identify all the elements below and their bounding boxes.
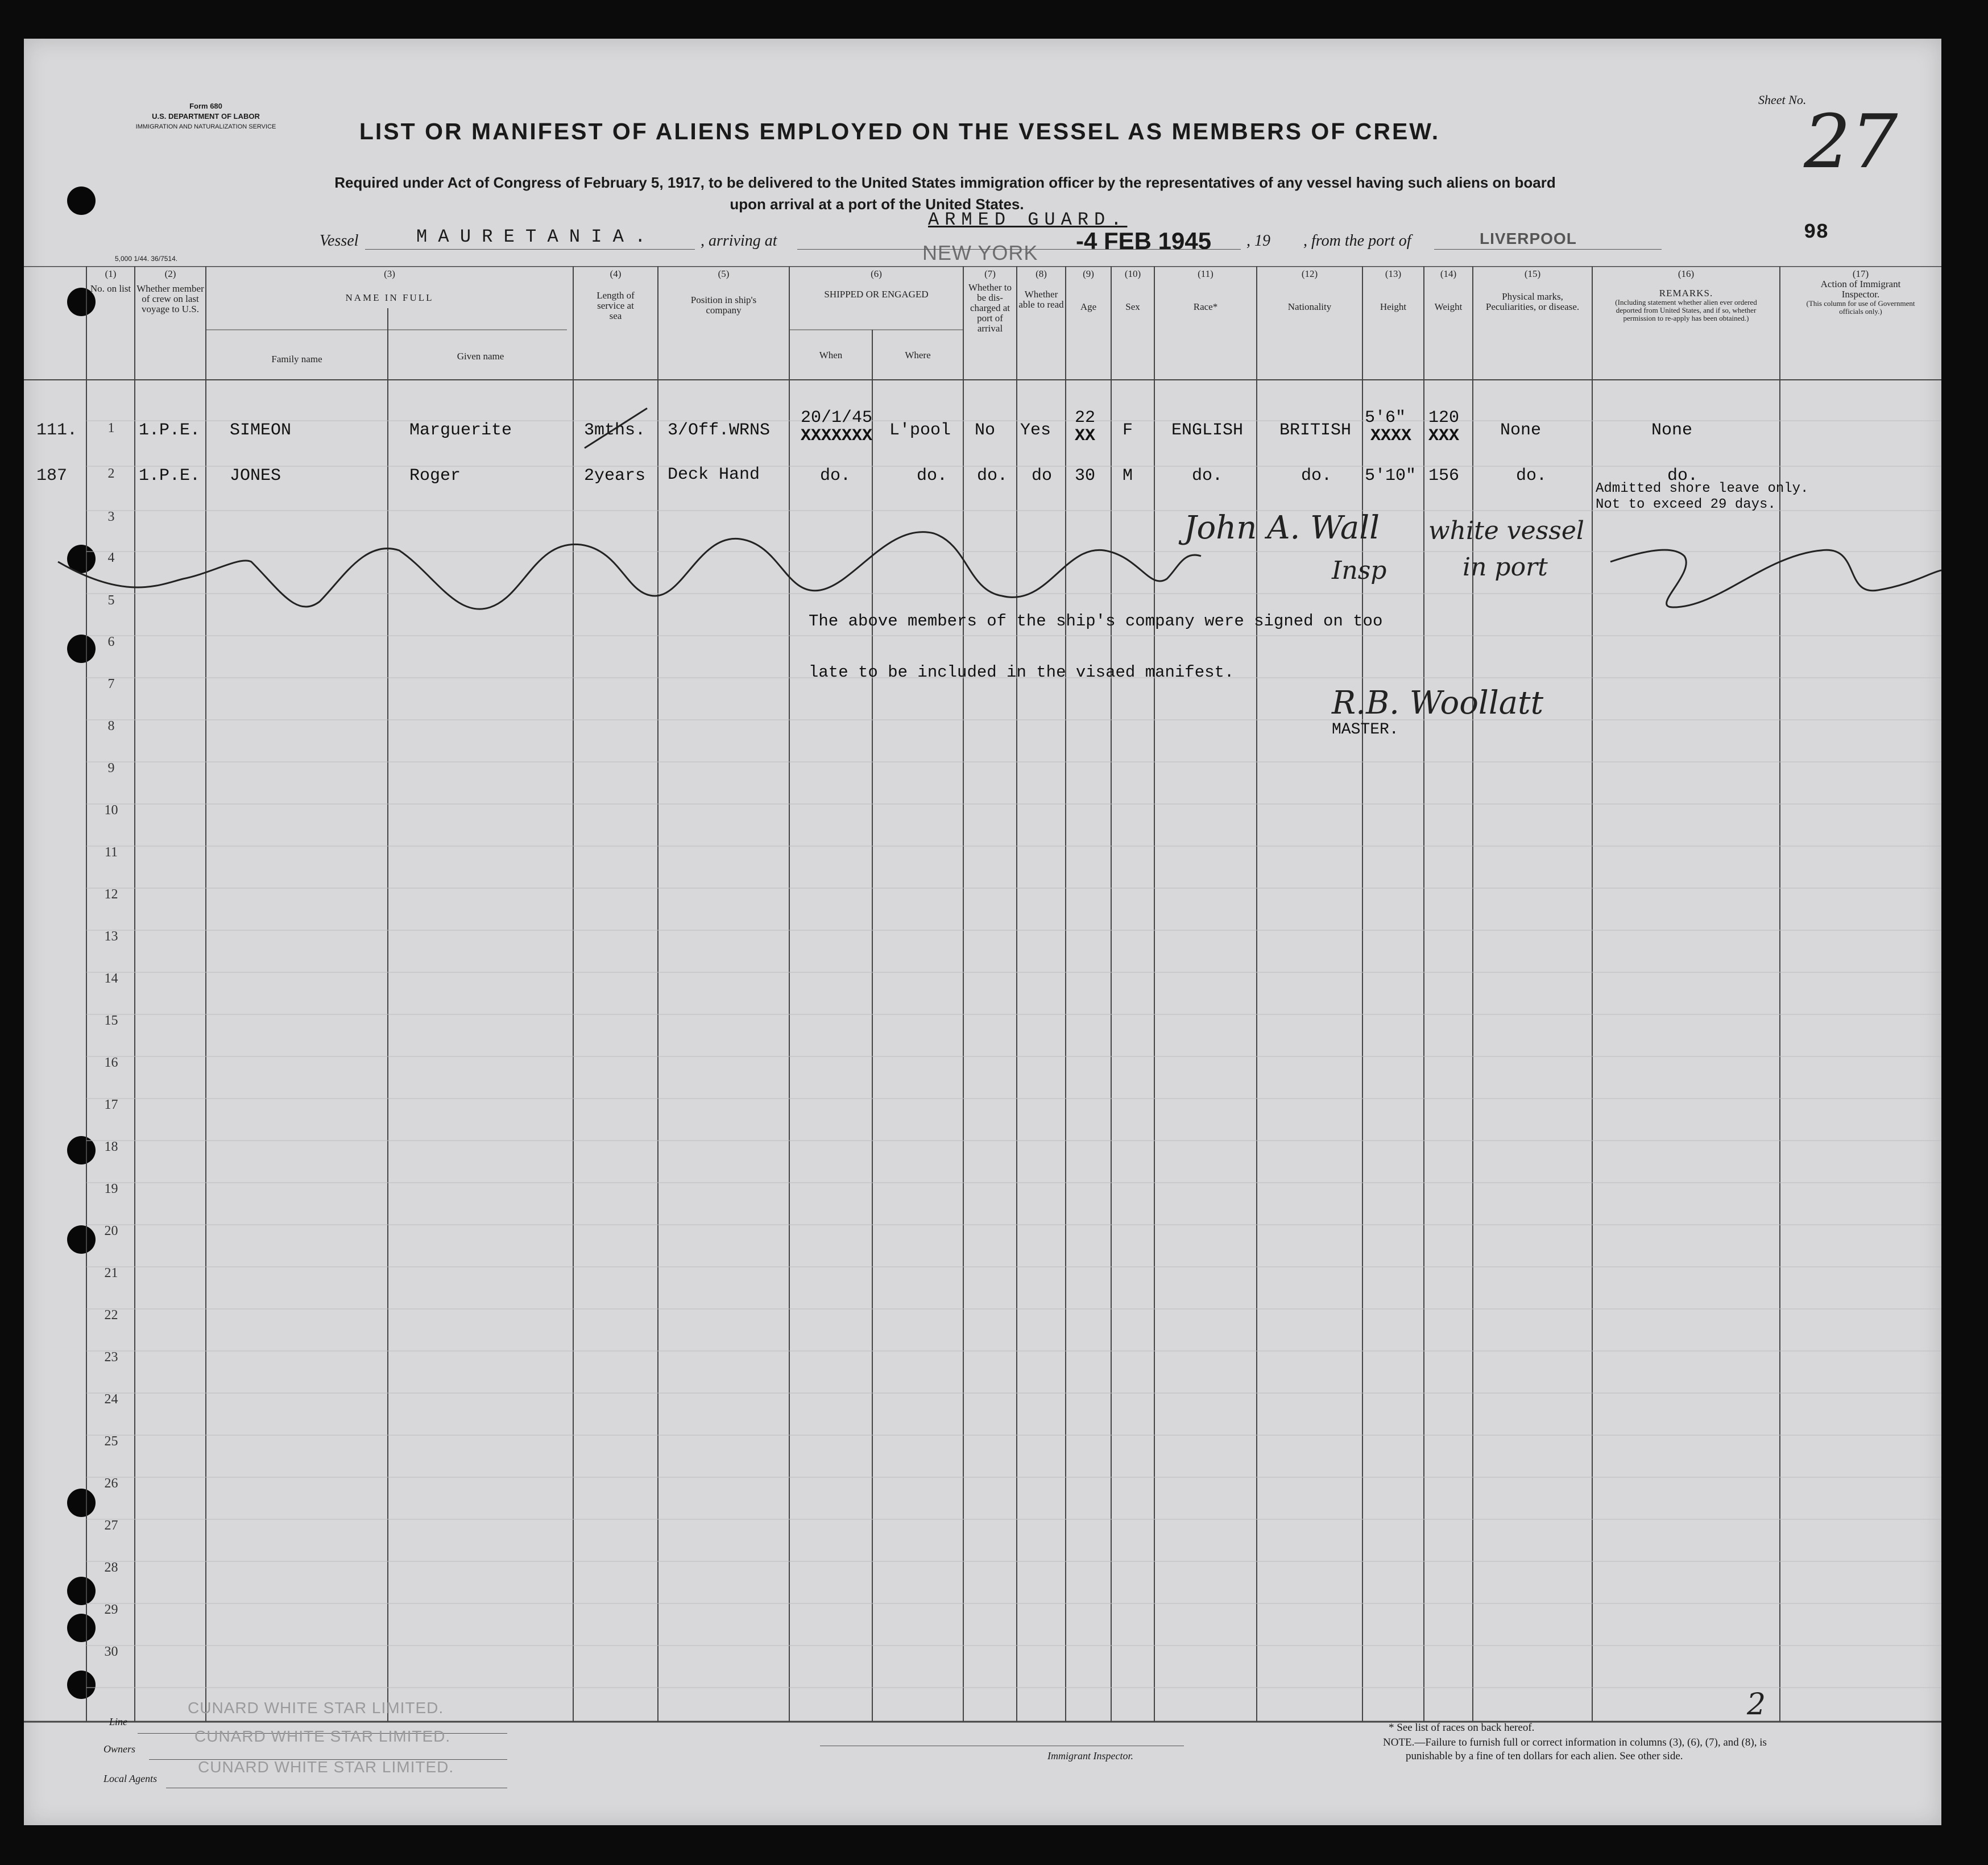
immigrant-inspector-label: Immigrant Inspector. — [1047, 1750, 1133, 1762]
col-5-number: (5) — [718, 268, 730, 279]
col-4-label: Length of service at sea — [597, 290, 635, 321]
row-2-marks: do. — [1516, 466, 1547, 486]
col-13-header — [1362, 269, 1424, 312]
row-1-sex: F — [1123, 421, 1133, 440]
col-9-label: Age — [1080, 301, 1097, 312]
from-port: LIVERPOOL — [1480, 230, 1577, 247]
row-1-race: ENGLISH — [1171, 421, 1244, 440]
row-1-weight: 120 — [1428, 408, 1460, 428]
row-1-given-name: Marguerite — [409, 421, 512, 440]
row-number: 28 — [104, 1560, 118, 1575]
row-1-read: Yes — [1020, 421, 1051, 440]
row-number: 21 — [104, 1266, 118, 1280]
col-2-header — [136, 269, 205, 314]
punch-hole — [67, 186, 96, 215]
col-9-number: (9) — [1083, 268, 1094, 279]
col-10-label: Sex — [1125, 301, 1140, 312]
row-number: 24 — [104, 1392, 118, 1407]
col-8-number: (8) — [1036, 268, 1047, 279]
row-1-when-struck: XXXXXXX — [801, 426, 873, 446]
col-3-header — [206, 269, 573, 303]
row-2-discharged: do. — [977, 466, 1008, 486]
row-number: 11 — [104, 845, 118, 860]
form-number: Form 680 — [189, 102, 222, 110]
page-mark: 2 — [1747, 1688, 1766, 1722]
line-stamp: CUNARD WHITE STAR LIMITED. — [188, 1699, 444, 1717]
col-10-number: (10) — [1124, 268, 1141, 279]
col-16-number: (16) — [1678, 268, 1695, 279]
col-17-header — [1780, 269, 1941, 316]
col-15-label: Physical marks, Peculiarities, or disease. — [1485, 291, 1580, 312]
row-1-where: L'pool — [889, 421, 951, 440]
col-14-number: (14) — [1440, 268, 1457, 279]
vessel-note-line-2: in port — [1463, 553, 1548, 582]
page-title: LIST OR MANIFEST OF ALIENS EMPLOYED ON THE VESSEL AS MEMBERS OF CREW. — [359, 118, 1440, 144]
manifest-sheet — [24, 39, 1941, 1825]
col-12-number: (12) — [1301, 268, 1318, 279]
row-number: 2 — [107, 466, 115, 481]
vessel-underline — [365, 249, 695, 250]
col-17-number: (17) — [1852, 268, 1869, 279]
col-6b-subheader: Where — [905, 350, 931, 360]
col-5-label: Position in ship's company — [690, 295, 757, 316]
owners-label: Owners — [103, 1743, 136, 1755]
row-1-remarks: None — [1651, 421, 1693, 440]
row-number: 16 — [104, 1055, 118, 1070]
signed-on-note-line-1: The above members of the ship's company were signed on too — [809, 612, 1383, 631]
col-7-number: (7) — [984, 268, 996, 279]
from-underline — [1434, 249, 1662, 250]
row-number: 30 — [104, 1644, 118, 1659]
col-7-label: Whether to be dis-charged at port of arrival — [968, 282, 1012, 334]
subtitle-line-2: upon arrival at a port of the United States. — [730, 196, 1024, 213]
row-number: 4 — [107, 550, 115, 565]
row-2-when: do. — [820, 466, 851, 486]
col-5-header — [658, 269, 789, 316]
row-number: 26 — [104, 1476, 118, 1491]
row-number: 10 — [104, 803, 118, 818]
row-number: 5 — [107, 593, 115, 608]
row-1-discharged: No — [975, 421, 996, 440]
vessel-label: Vessel — [320, 232, 359, 250]
from-port-label: , from the port of — [1303, 232, 1411, 250]
row-1-height: 5'6" — [1365, 408, 1406, 428]
row-1-age: 22 — [1075, 408, 1096, 428]
row-1-when: 20/1/45 — [801, 408, 873, 428]
col-14-label: Weight — [1434, 301, 1463, 312]
subtitle-line-1: Required under Act of Congress of February 5, 1917, to be delivered to the United States immigration officer by the representatives of any vessel having such aliens on board — [334, 174, 1556, 191]
row-2-weight: 156 — [1428, 466, 1460, 486]
row-number: 6 — [107, 635, 115, 649]
col-7-header — [963, 269, 1017, 334]
col-11-header — [1154, 269, 1257, 312]
sheet-label: Sheet No. — [1758, 93, 1807, 107]
row-2-nationality: do. — [1301, 466, 1332, 486]
col-17-note: (This column for use of Government officials only.) — [1806, 299, 1915, 316]
row-2-position: Deck Hand — [668, 465, 760, 484]
row-number: 7 — [107, 677, 115, 691]
col-13-number: (13) — [1385, 268, 1402, 279]
row-2-race: do. — [1192, 466, 1223, 486]
sheet-number: 27 — [1804, 98, 1898, 185]
port-stamp: NEW YORK — [922, 241, 1038, 264]
col-3-number: (3) — [384, 268, 395, 279]
row-number: 15 — [104, 1013, 118, 1028]
row-number: 20 — [104, 1224, 118, 1238]
year-label: , 19 — [1246, 232, 1270, 250]
row-number: 27 — [104, 1518, 118, 1533]
arriving-underline — [797, 249, 1241, 250]
col-12-header — [1257, 269, 1362, 312]
row-2-age: 30 — [1075, 466, 1096, 486]
master-signature: R.B. Woollatt — [1332, 685, 1544, 722]
row-1-family-name: SIMEON — [230, 421, 292, 440]
col-12-label: Nationality — [1287, 301, 1332, 312]
master-label: MASTER. — [1332, 721, 1399, 739]
vessel-note-line-1: white vessel — [1428, 516, 1584, 545]
col-15-number: (15) — [1524, 268, 1541, 279]
col-11-label: Race* — [1193, 301, 1218, 312]
col-16-header — [1592, 269, 1780, 322]
col-1-header — [86, 269, 135, 294]
form-department: U.S. DEPARTMENT OF LABOR — [152, 112, 260, 121]
print-code: 5,000 1/44. 36/7514. — [115, 255, 178, 263]
col-8-header — [1017, 269, 1066, 310]
col-10-header — [1111, 269, 1154, 312]
col-2-number: (2) — [164, 268, 176, 279]
row-1-position: 3/Off.WRNS — [668, 421, 771, 440]
col-3a-subheader: Family name — [271, 354, 322, 364]
row-number: 14 — [104, 971, 118, 986]
row-1-weight-struck: XXX — [1428, 426, 1460, 446]
arriving-label: , arriving at — [701, 232, 777, 250]
col-11-number: (11) — [1198, 268, 1213, 279]
form-service: IMMIGRATION AND NATURALIZATION SERVICE — [135, 123, 276, 130]
row-2-where: do. — [917, 466, 948, 486]
col-13-label: Height — [1380, 301, 1407, 312]
col-1-number: (1) — [105, 268, 117, 279]
col-16-label: REMARKS. — [1659, 288, 1713, 299]
row-number: 8 — [107, 719, 115, 733]
row-2-service: 2years — [584, 466, 646, 486]
row-2-remarks: do. — [1667, 466, 1699, 486]
row-number: 12 — [104, 887, 118, 902]
col-1-label: No. on list — [90, 283, 131, 294]
footer-note-line-1: NOTE.—Failure to furnish full or correct information in columns (3), (6), (7), and (8), is — [1383, 1736, 1767, 1748]
row-2-given-name: Roger — [409, 466, 461, 486]
col-6a-subheader: When — [819, 350, 843, 360]
col-4-number: (4) — [610, 268, 622, 279]
row-2-last-voyage: 1.P.E. — [139, 466, 201, 486]
cancel-wavy-line — [24, 511, 1941, 658]
line-label: Line — [109, 1716, 128, 1727]
row-number: 17 — [104, 1097, 118, 1112]
col-9-header — [1066, 269, 1111, 312]
row-1-nationality: BRITISH — [1279, 421, 1352, 440]
col-6-label: SHIPPED OR ENGAGED — [824, 289, 929, 300]
row-2-read: do — [1032, 466, 1053, 486]
row-2-height: 5'10" — [1365, 466, 1417, 486]
col-3b-subheader: Given name — [457, 351, 504, 362]
inspector-title: Insp — [1332, 556, 1387, 585]
row-number: 1 — [107, 421, 115, 436]
col-2-label: Whether member of crew on last voyage to U.S. — [136, 283, 204, 314]
signed-on-note-line-2: late to be included in the visaed manifest. — [809, 663, 1235, 682]
owners-stamp: CUNARD WHITE STAR LIMITED. — [194, 1727, 451, 1745]
date-stamp: -4 FEB 1945 — [1076, 227, 1212, 254]
row-number: 19 — [104, 1182, 118, 1196]
col-8-label: Whether able to read — [1018, 289, 1064, 310]
row-number: 23 — [104, 1350, 118, 1365]
agents-stamp: CUNARD WHITE STAR LIMITED. — [198, 1758, 454, 1776]
sheet-sub-number: 98 — [1804, 221, 1829, 244]
local-agents-label: Local Agents — [103, 1773, 158, 1784]
footer-note-line-2: punishable by a fine of ten dollars for each alien. See other side. — [1406, 1750, 1683, 1762]
row-number: 13 — [104, 929, 118, 944]
row-number: 29 — [104, 1602, 118, 1617]
race-note: * See list of races on back hereof. — [1389, 1722, 1535, 1734]
row-2-family-name: JONES — [230, 466, 281, 486]
row-number: 9 — [107, 761, 115, 776]
row-1-margin-number: 111. — [36, 421, 78, 440]
row-1-service: 3mths. — [584, 421, 646, 440]
row-2-sex: M — [1123, 466, 1133, 486]
row-2-margin-number: 187 — [36, 466, 68, 486]
col-17-label: Action of Immigrant Inspector. — [1820, 279, 1901, 300]
col-15-header — [1473, 269, 1592, 312]
row-number: 3 — [107, 509, 115, 524]
col-6-header — [789, 269, 963, 300]
row-1-marks: None — [1500, 421, 1542, 440]
service-strike-slash — [573, 403, 658, 454]
col-6-number: (6) — [871, 268, 882, 279]
col-14-header — [1424, 269, 1473, 312]
vessel-name: M A U R E T A N I A . — [416, 226, 646, 247]
col-16-note: (Including statement whether alien ever ordered deported from United States, and if so, whether permission to re-apply has been obtained.) — [1615, 298, 1757, 322]
row-number: 22 — [104, 1308, 118, 1323]
row-1-height-struck: XXXX — [1370, 426, 1412, 446]
row-2-remarks-limit: Not to exceed 29 days. — [1596, 497, 1776, 512]
col-4-header — [573, 269, 658, 321]
form-block — [121, 101, 291, 132]
row-2-remarks-admitted: Admitted shore leave only. — [1596, 481, 1809, 496]
row-1-age-struck: XX — [1075, 426, 1096, 446]
col-3-label: NAME IN FULL — [345, 292, 434, 303]
row-number: 18 — [104, 1139, 118, 1154]
inspector-signature: John A. Wall — [1184, 509, 1380, 546]
row-1-last-voyage: 1.P.E. — [139, 421, 201, 440]
row-number: 25 — [104, 1434, 118, 1449]
armed-guard: ARMED GUARD. — [928, 209, 1128, 230]
